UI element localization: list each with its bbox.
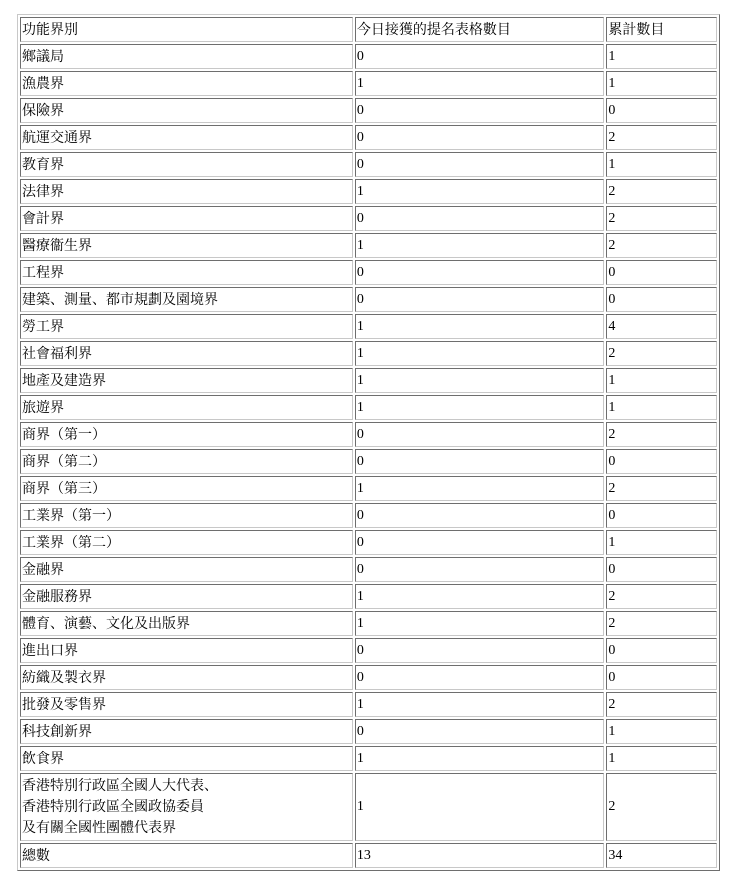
constituency-name-cell: 商界（第一） [20, 422, 353, 447]
forms-today-cell: 1 [355, 179, 604, 204]
forms-today-cell: 0 [355, 449, 604, 474]
forms-today-cell: 1 [355, 773, 604, 841]
table-row [20, 287, 717, 312]
cumulative-cell: 0 [606, 260, 717, 285]
forms-today-cell: 0 [355, 422, 604, 447]
constituency-name-cell: 漁農界 [20, 71, 353, 96]
forms-today-cell: 1 [355, 746, 604, 771]
cumulative-cell: 0 [606, 638, 717, 663]
forms-today-cell: 1 [355, 395, 604, 420]
constituency-name-cell: 金融服務界 [20, 584, 353, 609]
cumulative-cell: 4 [606, 314, 717, 339]
table-row [20, 260, 717, 285]
forms-today-cell: 0 [355, 260, 604, 285]
forms-today-cell: 1 [355, 341, 604, 366]
cumulative-cell: 0 [606, 98, 717, 123]
table-row [20, 719, 717, 744]
forms-today-cell: 0 [355, 98, 604, 123]
cumulative-cell: 2 [606, 692, 717, 717]
constituency-name-cell: 社會福利界 [20, 341, 353, 366]
forms-today-cell: 0 [355, 503, 604, 528]
table-row [20, 449, 717, 474]
constituency-name-cell: 體育、演藝、文化及出版界 [20, 611, 353, 636]
forms-today-cell: 0 [355, 557, 604, 582]
table-row [20, 98, 717, 123]
constituency-name-cell: 保險界 [20, 98, 353, 123]
table-header-row [20, 17, 717, 42]
constituency-name-cell: 鄉議局 [20, 44, 353, 69]
constituency-name-cell: 工程界 [20, 260, 353, 285]
cumulative-cell: 2 [606, 233, 717, 258]
cumulative-cell: 2 [606, 611, 717, 636]
table-row [20, 71, 717, 96]
total-today: 13 [355, 843, 604, 868]
cumulative-cell: 1 [606, 530, 717, 555]
constituency-name-cell: 建築、測量、都市規劃及園境界 [20, 287, 353, 312]
cumulative-cell: 2 [606, 179, 717, 204]
constituency-name-cell: 會計界 [20, 206, 353, 231]
forms-today-cell: 1 [355, 584, 604, 609]
cumulative-cell: 0 [606, 665, 717, 690]
table-row [20, 341, 717, 366]
total-label: 總數 [20, 843, 353, 868]
forms-today-cell: 1 [355, 476, 604, 501]
table-row [20, 584, 717, 609]
cumulative-cell: 2 [606, 206, 717, 231]
cumulative-cell: 1 [606, 71, 717, 96]
table-row [20, 611, 717, 636]
table-total-row [20, 843, 717, 868]
table-row [20, 773, 717, 841]
table-row [20, 368, 717, 393]
forms-today-cell: 1 [355, 368, 604, 393]
constituency-name-cell: 紡織及製衣界 [20, 665, 353, 690]
cumulative-cell: 2 [606, 341, 717, 366]
table-row [20, 692, 717, 717]
table-row [20, 152, 717, 177]
forms-today-cell: 0 [355, 287, 604, 312]
header-functional-constituency: 功能界別 [20, 17, 353, 42]
forms-today-cell: 1 [355, 233, 604, 258]
cumulative-cell: 2 [606, 476, 717, 501]
cumulative-cell: 1 [606, 152, 717, 177]
constituency-name-cell: 飲食界 [20, 746, 353, 771]
cumulative-cell: 0 [606, 449, 717, 474]
constituency-name-cell: 法律界 [20, 179, 353, 204]
forms-today-cell: 0 [355, 530, 604, 555]
forms-today-cell: 0 [355, 44, 604, 69]
table-row [20, 746, 717, 771]
cumulative-cell: 2 [606, 773, 717, 841]
nominations-table-container [17, 14, 720, 871]
constituency-name-cell: 批發及零售界 [20, 692, 353, 717]
header-forms-received-today: 今日接獲的提名表格數目 [355, 17, 604, 42]
table-row [20, 638, 717, 663]
constituency-name-cell: 進出口界 [20, 638, 353, 663]
constituency-name-cell: 工業界（第一） [20, 503, 353, 528]
table-row [20, 665, 717, 690]
header-cumulative-count: 累計數目 [606, 17, 717, 42]
table-row [20, 206, 717, 231]
constituency-name-cell: 地產及建造界 [20, 368, 353, 393]
cumulative-cell: 1 [606, 44, 717, 69]
table-row [20, 44, 717, 69]
cumulative-cell: 2 [606, 125, 717, 150]
forms-today-cell: 0 [355, 125, 604, 150]
forms-today-cell: 1 [355, 71, 604, 96]
cumulative-cell: 0 [606, 503, 717, 528]
table-row [20, 530, 717, 555]
constituency-name-cell: 航運交通界 [20, 125, 353, 150]
table-row [20, 503, 717, 528]
table-row [20, 422, 717, 447]
constituency-name-cell: 工業界（第二） [20, 530, 353, 555]
table-row [20, 314, 717, 339]
cumulative-cell: 0 [606, 287, 717, 312]
constituency-name-cell: 商界（第三） [20, 476, 353, 501]
constituency-name-cell: 教育界 [20, 152, 353, 177]
table-row [20, 476, 717, 501]
cumulative-cell: 1 [606, 368, 717, 393]
forms-today-cell: 1 [355, 314, 604, 339]
forms-today-cell: 0 [355, 206, 604, 231]
constituency-name-cell: 商界（第二） [20, 449, 353, 474]
forms-today-cell: 0 [355, 638, 604, 663]
forms-today-cell: 0 [355, 665, 604, 690]
constituency-name-cell: 香港特別行政區全國人大代表、 香港特別行政區全國政協委員 及有關全國性團體代表界 [20, 773, 353, 841]
cumulative-cell: 2 [606, 422, 717, 447]
nominations-table [17, 14, 720, 871]
constituency-name-cell: 醫療衞生界 [20, 233, 353, 258]
constituency-name-cell: 金融界 [20, 557, 353, 582]
table-row [20, 557, 717, 582]
cumulative-cell: 1 [606, 395, 717, 420]
table-row [20, 233, 717, 258]
forms-today-cell: 1 [355, 611, 604, 636]
forms-today-cell: 1 [355, 692, 604, 717]
cumulative-cell: 1 [606, 719, 717, 744]
table-row [20, 179, 717, 204]
cumulative-cell: 2 [606, 584, 717, 609]
constituency-name-cell: 科技創新界 [20, 719, 353, 744]
cumulative-cell: 0 [606, 557, 717, 582]
table-row [20, 125, 717, 150]
constituency-name-cell: 勞工界 [20, 314, 353, 339]
forms-today-cell: 0 [355, 719, 604, 744]
forms-today-cell: 0 [355, 152, 604, 177]
cumulative-cell: 1 [606, 746, 717, 771]
table-row [20, 395, 717, 420]
total-cumulative: 34 [606, 843, 717, 868]
constituency-name-cell: 旅遊界 [20, 395, 353, 420]
